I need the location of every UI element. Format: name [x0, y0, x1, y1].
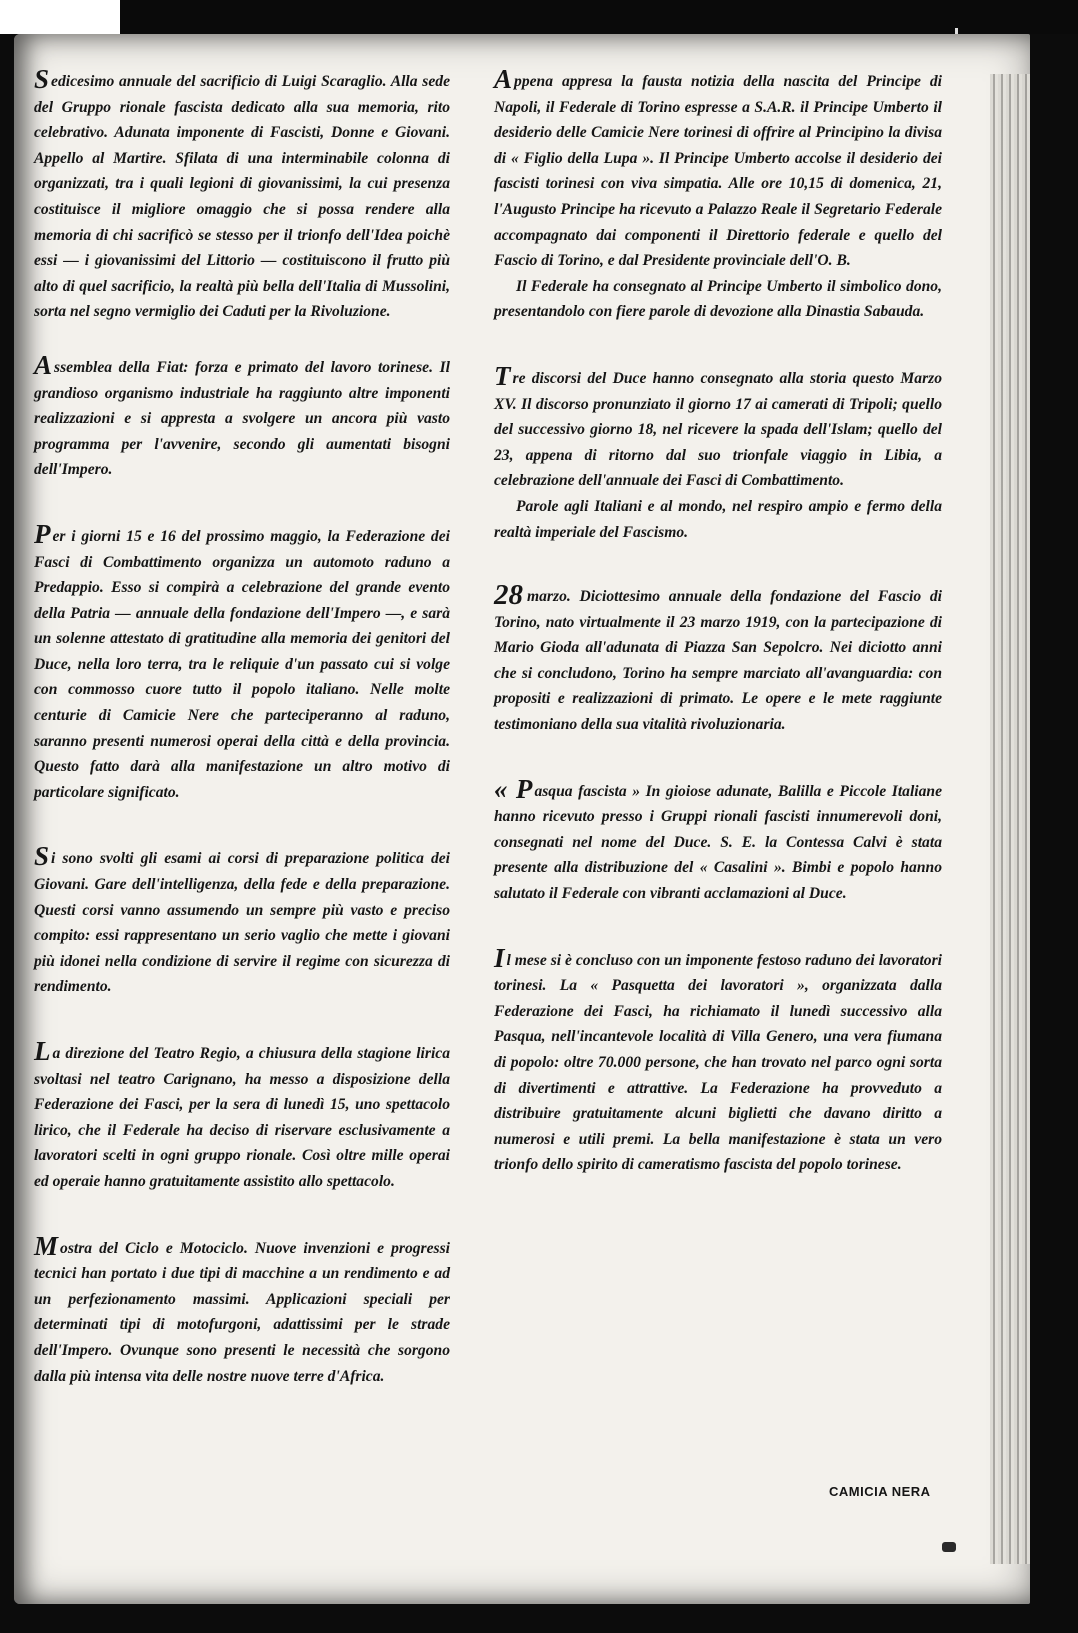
news-item	[34, 66, 450, 325]
news-item	[494, 773, 943, 907]
news-item	[34, 1038, 450, 1195]
page-folio-mark	[942, 1542, 956, 1552]
news-item	[34, 349, 450, 483]
news-text: ssemblea della Fiat: forza e primato del lavoro torinese. Il grandioso organismo industriale ha raggiunto altre imponenti realizzazioni e si appresta a svolgere un ancora più vasto programma per l'avvenire, secondo gli aumentati bisogni dell'Impero.	[34, 358, 450, 479]
news-item	[34, 843, 450, 1000]
news-text: ppena appresa la fausta notizia della nascita del Principe di Napoli, il Federale di Torino espresse a S.A.R. il Principe Umberto il desiderio delle Camicie Nere torinesi di offrire al Principino la divisa di « Figlio della Lupa ». Il Principe Umberto accolse il desiderio dei fascisti torinesi con viva simpatia. Alle ore 10,15 di domenica, 21, l'Augusto Principe ha ricevuto a Palazzo Reale il Segretario Federale accompagnato dai componenti il Direttorio federale e quello del Fascio di Torino, e dal Presidente provinciale dell'O. B.	[494, 73, 942, 270]
drop-initial: S	[34, 64, 50, 94]
magazine-name: CAMICIA NERA	[829, 1484, 931, 1499]
news-paragraph: Parole agli Italiani e al mondo, nel respiro ampio e fermo della realtà imperiale del Fascismo.	[494, 497, 942, 541]
date-initial: 28	[494, 579, 523, 612]
news-item	[494, 579, 942, 738]
left-column	[34, 66, 450, 1416]
news-text: marzo. Diciottesimo annuale della fondazione del Fascio di Torino, nato virtualmente il 23 marzo 1919, con la partecipazione di Mario Gioda all'adunata di Piazza San Sepolcro. Nei diciotto anni che si concludono, Torino ha sempre marciato all'avanguardia: con propositi e realizzazioni di primato. Le opere e le mete raggiunte testimoniano della sua vitalità rivoluzionaria.	[494, 588, 942, 734]
news-text: re discorsi del Duce hanno consegnato alla storia questo Marzo XV. Il discorso pronunziato il giorno 17 ai camerati di Tripoli; quello del successivo giorno 18, nel ricevere la spada dell'Islam; quello del 23, appena di ritorno dal suo trionfale viaggio in Libia, a celebrazione dell'annuale dei Fasci di Combattimento.	[494, 369, 942, 490]
news-item	[34, 518, 450, 806]
news-text: ostra del Ciclo e Motociclo. Nuove invenzioni e progressi tecnici han portato i due tipi di macchine a un rendimento e ad un perfezionamento massimi. Applicazioni speciali per determinati tipi di motofurgoni, adattissimi per le strade dell'Impero. Ovunque sono presenti le necessità che sorgono dalla più intensa vita delle nostre nuove terre d'Africa.	[34, 1239, 450, 1385]
news-text: i sono svolti gli esami ai corsi di preparazione politica dei Giovani. Gare dell'intelligenza, della fede e della preparazione. Questi corsi vanno assumendo un sempre più vasto e preciso compito: essi rappresentano un serio vaglio che mette i giovani più idonei nella condizione di servire il regime con sicurezza di rendimento.	[34, 850, 450, 996]
scan-dark-edge	[120, 0, 1078, 34]
drop-initial: S	[34, 841, 50, 872]
right-column	[494, 66, 942, 1205]
news-item	[494, 360, 942, 545]
drop-initial: M	[34, 1230, 59, 1261]
news-item	[494, 66, 942, 325]
drop-initial: T	[494, 360, 511, 391]
drop-initial: A	[34, 349, 53, 380]
news-text: a direzione del Teatro Regio, a chiusura della stagione lirica svoltasi nel teatro Carignano, ha messo a disposizione della Federazione dei Fasci, per la sera di lunedì 15, uno spettacolo lirico, che il Federale ha deciso di riservare esclusivamente a lavoratori scelti in ogni gruppo rionale. Così oltre mille operai ed operaie hanno gratuitamente assistito allo spettacolo.	[34, 1045, 450, 1190]
news-text: edicesimo annuale del sacrificio di Luigi Scaraglio. Alla sede del Gruppo rionale fascista dedicato alla sua memoria, rito celebrativo. Adunata imponente di Fascisti, Donne e Giovani. Appello al Martire. Sfilata di una interminabile colonna di organizzati, tra i quali legioni di giovanissimi, la cui presenza costituisce il migliore omaggio che si possa rendere alla memoria di chi sacrificò se stesso per il trionfo dell'Idea poichè essi — i giovanissimi del Littorio — costituiscono il frutto più alto di quel sacrificio, la realtà più bella dell'Italia di Mussolini, sorta nel segno vermiglio dei Caduti per la Rivoluzione.	[34, 73, 450, 321]
drop-initial: I	[494, 942, 505, 973]
drop-initial: L	[34, 1036, 51, 1066]
news-text: asqua fascista » In gioiose adunate, Balilla e Piccole Italiane hanno ricevuto presso i Gruppi rionali fascisti innumerevoli doni, consegnati nel nome del Duce. S. E. la Contessa Calvi è stata presente alla distribuzione del « Casalini ». Bimbi e popolo hanno salutato il Federale con vibranti acclamazioni al Duce.	[494, 782, 943, 903]
news-item	[34, 1230, 450, 1390]
news-paragraph: Il Federale ha consegnato al Principe Umberto il simbolico dono, presentandolo con fiere parole di devozione alla Dinastia Sabauda.	[494, 277, 942, 321]
news-item	[494, 942, 942, 1178]
drop-initial: « P	[494, 773, 533, 804]
news-text: l mese si è concluso con un imponente festoso raduno dei lavoratori torinesi. La « Pasquetta dei lavoratori », organizzata dalla Federazione dei Fasci, ha richiamato il lunedì successivo alla Pasqua, nell'incantevole località di Villa Genero, una vera fiumana di popolo: oltre 70.000 persone, che han trovato nel parco ogni sorta di divertimenti e attrattive. La Federazione ha provveduto a distribuire gratuitamente alcuni biglietti che davano diritto a numerosi e utili premi. La bella manifestazione è stata un vero trionfo dello spirito di cameratismo fascista del popolo torinese.	[494, 951, 942, 1174]
scan-top-edge	[0, 0, 1078, 34]
drop-initial: A	[494, 64, 513, 94]
drop-initial: P	[34, 518, 51, 549]
news-text: er i giorni 15 e 16 del prossimo maggio, la Federazione dei Fasci di Combattimento organizza un automoto raduno a Predappio. Esso si compirà a celebrazione del grande evento della Patria — annuale della fondazione dell'Impero —, e sarà un solenne attestato di gratitudine alla memoria dei genitori del Duce, nella loro terra, tra le reliquie d'un passato cui si volge con commosso cuore tutto il popolo italiano. Nelle molte centurie di Camicie Nere che parteciperanno al raduno, saranno presenti numerosi operai della città e della provincia. Questo fatto darà alla manifestazione un altro motivo di particolare significato.	[34, 527, 450, 801]
